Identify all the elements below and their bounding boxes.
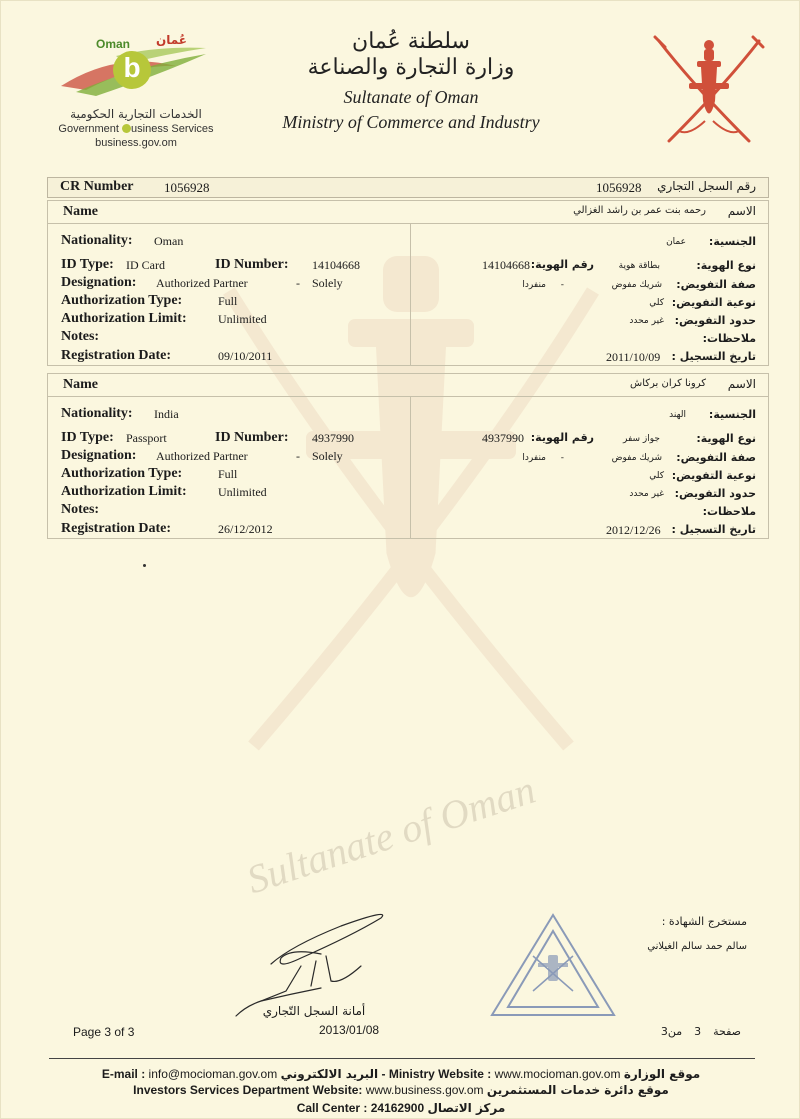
- cr-value-en: 1056928: [164, 180, 210, 195]
- notes-label-en: Notes:: [61, 329, 100, 344]
- page-number-en: Page 3 of 3: [73, 1025, 135, 1039]
- designation-label-ar: صفة التفويض:: [676, 278, 756, 291]
- person-name-ar: رحمه بنت عمر بن راشد الغزالي: [573, 205, 706, 216]
- gbs-url: business.gov.om: [95, 137, 177, 149]
- column-divider: [410, 224, 411, 365]
- name-row: [48, 201, 768, 224]
- id-type-label-en: ID Type:: [61, 257, 114, 272]
- designation-separator-en: -: [296, 449, 300, 463]
- reg-date-label-en: Registration Date:: [61, 521, 172, 536]
- issuer-name-ar: سالم حمد سالم الغيلاني: [647, 941, 747, 952]
- watermark-text: Sultanate of Oman: [241, 766, 541, 903]
- id-type-value-ar: بطاقة هوية: [618, 261, 660, 271]
- auth-limit-label-ar: حدود التفويض:: [674, 487, 756, 500]
- id-number-value-ar: 4937990: [482, 431, 524, 445]
- gbs-english-name: Government usiness Services: [58, 123, 214, 135]
- column-divider: [410, 397, 411, 538]
- gbs-oman-ar: عُمان: [156, 33, 187, 47]
- cr-value-ar: 1056928: [596, 180, 642, 195]
- auth-type-label-ar: نوعية التفويض:: [671, 469, 756, 482]
- designation-label-en: Designation:: [61, 448, 137, 463]
- auth-limit-value-en: Unlimited: [218, 485, 267, 499]
- id-type-label-ar: نوع الهوية:: [696, 432, 756, 445]
- footer-call-center-line: Call Center : 24162900 مركز الاتصال: [296, 1101, 506, 1115]
- auth-type-label-en: Authorization Type:: [61, 466, 183, 481]
- auth-type-label-ar: نوعية التفويض:: [671, 296, 756, 309]
- ministry-en-line2: Ministry of Commerce and Industry: [282, 112, 540, 132]
- b-dot-icon: [122, 124, 131, 133]
- ministry-title: [271, 29, 551, 133]
- designation-scope-en: Solely: [312, 276, 343, 290]
- nationality-value-ar: الهند: [669, 410, 686, 420]
- name-label-en: Name: [63, 377, 98, 392]
- authorized-person-block: [47, 373, 769, 539]
- designation-scope-ar: منفردا: [522, 453, 546, 463]
- nationality-label-en: Nationality:: [61, 233, 133, 248]
- reg-date-value-en: 09/10/2011: [218, 349, 273, 363]
- nationality-value-ar: عمان: [666, 237, 686, 247]
- auth-limit-label-ar: حدود التفويض:: [674, 314, 756, 327]
- designation-value-en: Authorized Partner: [156, 449, 248, 463]
- notes-label-en: Notes:: [61, 502, 100, 517]
- email-link[interactable]: info@mocioman.gov.om: [148, 1067, 278, 1081]
- designation-label-en: Designation:: [61, 275, 137, 290]
- ministry-ar-line1: سلطنة عُمان: [352, 29, 470, 54]
- footer-contact-line: E-mail : info@mocioman.gov.om البريد الالكتروني - Ministry Website : www.mocioman.gov.om موقع الوزارة: [101, 1067, 701, 1081]
- designation-separator-en: -: [296, 276, 300, 290]
- id-number-label-ar: رقم الهوية:: [530, 431, 594, 444]
- auth-type-label-en: Authorization Type:: [61, 293, 183, 308]
- auth-type-value-en: Full: [218, 467, 238, 481]
- name-label-ar: الاسم: [727, 204, 756, 218]
- cr-label-ar: رقم السجل التجاري: [657, 179, 756, 193]
- footer-rule: [49, 1058, 755, 1059]
- nationality-value-en: Oman: [154, 234, 184, 248]
- designation-value-en: Authorized Partner: [156, 276, 248, 290]
- gbs-oman-en: Oman: [96, 37, 131, 51]
- designation-separator-ar: -: [560, 453, 564, 463]
- designation-value-ar: شريك مفوض: [611, 280, 662, 290]
- designation-separator-ar: -: [560, 280, 564, 290]
- id-number-label-en: ID Number:: [215, 430, 289, 445]
- ministry-website-link[interactable]: www.mocioman.gov.om: [494, 1067, 621, 1081]
- national-emblem-icon: [649, 31, 769, 151]
- id-type-value-en: ID Card: [126, 258, 165, 272]
- reg-date-label-en: Registration Date:: [61, 348, 172, 363]
- reg-date-label-ar: تاريخ التسجيل :: [671, 350, 756, 363]
- investors-website-link[interactable]: www.business.gov.om: [365, 1083, 484, 1097]
- official-seal-icon: [488, 911, 618, 1021]
- designation-label-ar: صفة التفويض:: [676, 451, 756, 464]
- reg-date-value-ar: 2012/12/26: [606, 523, 661, 537]
- auth-type-value-ar: كلي: [649, 298, 664, 308]
- id-number-label-en: ID Number:: [215, 257, 289, 272]
- registry-title-ar: أمانة السجل التّجاري: [262, 1004, 366, 1018]
- gbs-logo: [41, 31, 231, 156]
- id-type-value-ar: جواز سفر: [623, 434, 660, 444]
- id-type-label-en: ID Type:: [61, 430, 114, 445]
- nationality-label-en: Nationality:: [61, 406, 133, 421]
- nationality-label-ar: الجنسية:: [708, 235, 756, 248]
- cr-number-bar: [47, 177, 769, 198]
- person-name-ar: كرونا كران بركاش: [629, 378, 706, 389]
- auth-type-value-ar: كلي: [649, 471, 664, 481]
- designation-scope-en: Solely: [312, 449, 343, 463]
- reg-date-value-en: 26/12/2012: [218, 522, 273, 536]
- auth-limit-value-ar: غير محدد: [629, 489, 664, 499]
- designation-value-ar: شريك مفوض: [611, 453, 662, 463]
- auth-type-value-en: Full: [218, 294, 238, 308]
- reg-date-value-ar: 2011/10/09: [606, 350, 661, 364]
- reg-date-label-ar: تاريخ التسجيل :: [671, 523, 756, 536]
- nationality-label-ar: الجنسية:: [708, 408, 756, 421]
- auth-limit-label-en: Authorization Limit:: [61, 311, 187, 326]
- ministry-ar-line2: وزارة التجارة والصناعة: [307, 55, 515, 80]
- auth-limit-value-ar: غير محدد: [629, 316, 664, 326]
- stray-dot: [143, 564, 146, 567]
- notes-label-ar: ملاحظات:: [702, 505, 756, 518]
- name-row: [48, 374, 768, 397]
- ministry-en-line1: Sultanate of Oman: [343, 87, 479, 107]
- gbs-arabic-name: الخدمات التجارية الحكومية: [70, 107, 202, 121]
- auth-limit-label-en: Authorization Limit:: [61, 484, 187, 499]
- name-label-en: Name: [63, 204, 98, 219]
- id-number-label-ar: رقم الهوية:: [530, 258, 594, 271]
- issuer-label-ar: مستخرج الشهادة :: [661, 915, 747, 928]
- designation-scope-ar: منفردا: [522, 280, 546, 290]
- cr-label-en: CR Number: [60, 179, 134, 194]
- id-type-label-ar: نوع الهوية:: [696, 259, 756, 272]
- gbs-b-icon: b: [113, 51, 151, 89]
- print-date: 2013/01/08: [319, 1023, 380, 1037]
- auth-limit-value-en: Unlimited: [218, 312, 267, 326]
- id-number-value-en: 4937990: [312, 431, 354, 445]
- id-number-value-en: 14104668: [312, 258, 360, 272]
- notes-label-ar: ملاحظات:: [702, 332, 756, 345]
- id-number-value-ar: 14104668: [482, 258, 530, 272]
- footer-investors-line: Investors Services Department Website: www.business.gov.om موقع دائرة خدمات المستثمرين: [133, 1083, 669, 1097]
- nationality-value-en: India: [154, 407, 179, 421]
- name-label-ar: الاسم: [727, 377, 756, 391]
- id-type-value-en: Passport: [126, 431, 167, 445]
- authorized-person-block: [47, 200, 769, 366]
- page-number-ar: صفحة3من3: [660, 1025, 741, 1038]
